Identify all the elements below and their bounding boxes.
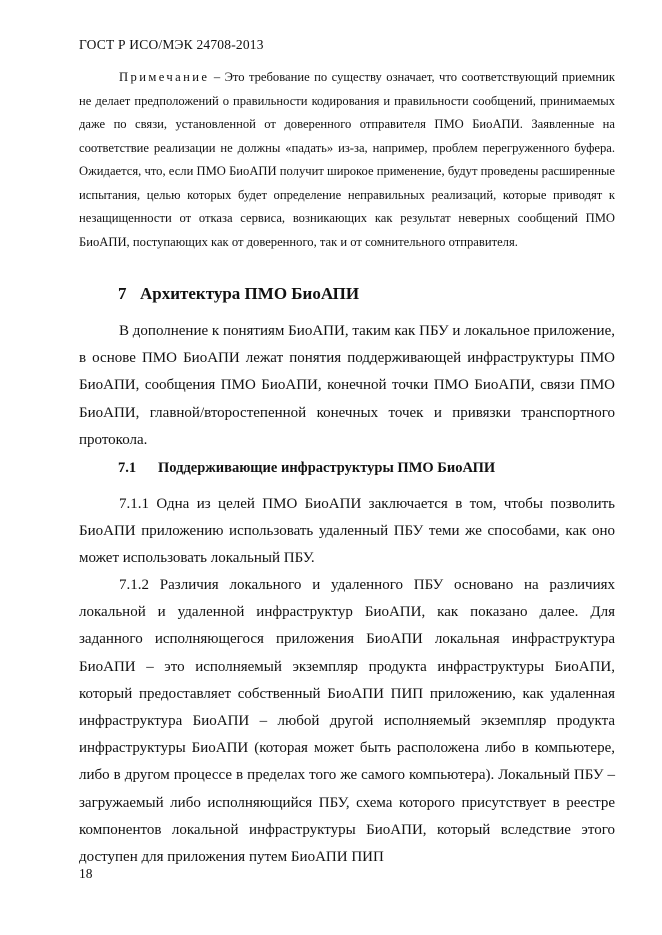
section-7-heading — [118, 284, 359, 304]
paragraph-7-1-2: 7.1.2 Различия локального и удаленного ПБУ основано на различиях локальной и удаленной инфраструктур БиоАПИ, как показано далее. Для заданного исполняющегося приложения БиоАПИ локальная инфраструктура БиоАПИ – это исполняемый экземпляр продукта инфраструктуры БиоАПИ, который предоставляет собственный БиоАПИ ПИП приложению, как удаленная инфраструктура БиоАПИ – любой другой исполняемый экземпляр продукта инфраструктуры БиоАПИ (которая может быть расположена либо в компьютере, либо в другом процессе в пределах того же самого компьютера). Локальный ПБУ – загружаемый либо исполняющийся ПБУ, схема которого присутствует в реестре компонентов локальной инфраструктуры БиоАПИ, который вследствие этого доступен для приложения путем БиоАПИ ПИП — [79, 577, 615, 866]
section-7-1-number: 7.1 — [118, 460, 137, 476]
paragraph-7-1-1: 7.1.1 Одна из целей ПМО БиоАПИ заключается в том, чтобы позволить БиоАПИ приложению использовать удаленный ПБУ теми же способами, как оно может использовать локальный ПБУ. — [79, 496, 615, 567]
note-label: Примечание — [119, 70, 210, 84]
note-paragraph — [79, 66, 615, 254]
section-7-intro-paragraph: В дополнение к понятиям БиоАПИ, таким как ПБУ и локальное приложение, в основе ПМО БиоАПИ лежат понятия поддерживающей инфраструктуры ПМО БиоАПИ, сообщения ПМО БиоАПИ, конечной точки ПМО БиоАПИ, связи ПМО БиоАПИ, главной/второстепенной конечных точек и привязки транспортного протокола. — [79, 323, 615, 448]
section-7-title: Архитектура ПМО БиоАПИ — [140, 284, 360, 303]
page-number: 18 — [79, 866, 93, 881]
section-7-number: 7 — [118, 284, 127, 303]
section-7-1-heading — [118, 460, 495, 477]
page-header-standard: ГОСТ Р ИСО/МЭК 24708-2013 — [79, 37, 264, 52]
note-text: – Это требование по существу означает, что соответствующий приемник не делает предположений о правильности кодирования и правильности сообщений, принимаемых даже по связи, установленной от доверенного отправителя ПМО БиоАПИ. Заявленные на соответствие реализации не должны «падать» из-за, например, проблем перегруженного буфера. Ожидается, что, если ПМО БиоАПИ получит широкое применение, будут проведены расширенные испытания, целью которых будет определение неправильных реализаций, которые приводят к незащищенности от отказа сервиса, возникающих как результат неверных сообщений ПМО БиоАПИ, поступающих как от доверенного, так и от сомнительного отправителя. — [79, 70, 615, 249]
section-7-1-title: Поддерживающие инфраструктуры ПМО БиоАПИ — [158, 460, 496, 476]
